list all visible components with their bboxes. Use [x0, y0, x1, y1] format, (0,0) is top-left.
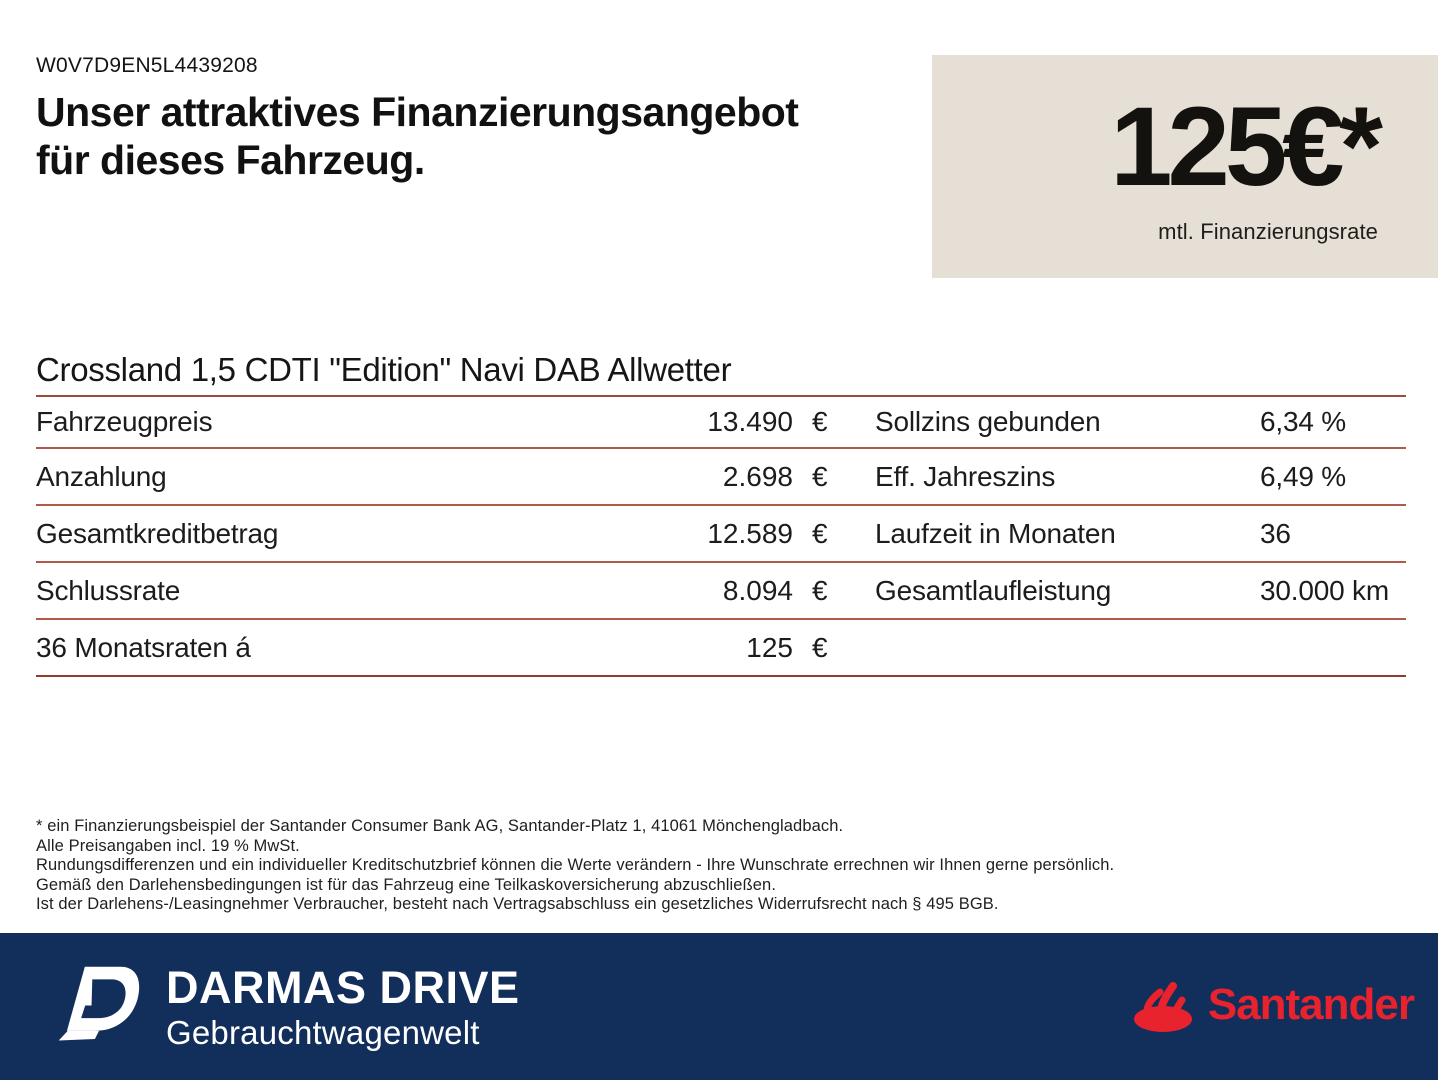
row-label-left: Schlussrate: [36, 574, 181, 606]
table-row: [36, 620, 1406, 677]
row-unit-left: €: [812, 574, 828, 606]
disclaimer-line: Gemäß den Darlehensbedingungen ist für das Fahrzeug eine Teilkaskoversicherung abzuschließen.: [36, 875, 777, 894]
page-title: [36, 88, 798, 184]
monthly-rate-value: 125€*: [1110, 84, 1378, 209]
monthly-rate-caption: mtl. Finanzierungsrate: [1158, 219, 1378, 244]
footer-bar: [0, 933, 1438, 1080]
dealer-subtitle: Gebrauchtwagenwelt: [166, 1013, 480, 1051]
dealer-brand: [58, 956, 520, 1057]
disclaimer-line: Alle Preisangaben incl. 19 % MwSt.: [36, 836, 300, 855]
row-unit-left: €: [812, 517, 828, 549]
headline-line-1: Unser attraktives Finanzierungsangebot: [36, 89, 799, 135]
disclaimer-line: * ein Finanzierungsbeispiel der Santander Consumer Bank AG, Santander-Platz 1, 41061 Mönchengladbach.: [36, 817, 844, 835]
santander-wordmark: Santander: [1207, 979, 1414, 1029]
row-unit-left: €: [812, 631, 828, 663]
disclaimer-line: Rundungsdifferenzen und ein individueller Kreditschutzbrief können die Werte verändern - Ihre Wunschrate errechnen wir Ihnen gerne persönlich.: [36, 856, 1115, 875]
row-value-left: 12.589: [707, 517, 793, 549]
row-label-right: Sollzins gebunden: [875, 406, 1101, 437]
vehicle-title: Crossland 1,5 CDTI "Edition" Navi DAB Allwetter: [36, 351, 732, 388]
monthly-rate-box: [932, 55, 1438, 278]
disclaimer-text: [36, 817, 1114, 915]
row-label-right: Laufzeit in Monaten: [875, 517, 1116, 549]
row-value-right: 6,34 %: [1260, 406, 1346, 437]
row-value-right: 36: [1260, 517, 1291, 549]
santander-flame-icon: [1130, 974, 1200, 1039]
row-label-left: Fahrzeugpreis: [36, 406, 213, 437]
santander-logo: [1130, 974, 1414, 1039]
table-row: [36, 449, 1406, 506]
row-value-left: 125: [746, 631, 793, 663]
row-unit-left: €: [812, 406, 828, 437]
row-value-left: 2.698: [722, 460, 793, 492]
row-value-left: 13.490: [707, 406, 793, 437]
dealer-name: DARMAS DRIVE: [166, 961, 520, 1013]
darmas-d-logo-icon: [58, 956, 140, 1057]
row-value-right: 30.000 km: [1260, 574, 1389, 606]
row-label-right: Eff. Jahreszins: [875, 460, 1056, 492]
row-label-right: Gesamtlaufleistung: [875, 574, 1112, 606]
financing-table: [36, 395, 1406, 677]
row-label-left: 36 Monatsraten á: [36, 631, 251, 663]
row-label-left: Anzahlung: [36, 460, 167, 492]
dealer-text-block: [166, 961, 520, 1051]
disclaimer-line: Ist der Darlehens-/Leasingnehmer Verbraucher, besteht nach Vertragsabschluss ein gesetzliches Widerrufsrecht nach § 495 BGB.: [36, 895, 999, 914]
row-value-left: 8.094: [722, 574, 793, 606]
row-label-left: Gesamtkreditbetrag: [36, 517, 279, 549]
vehicle-vin: W0V7D9EN5L4439208: [36, 54, 258, 77]
table-row: [36, 506, 1406, 563]
table-row: [36, 397, 1406, 449]
row-value-right: 6,49 %: [1260, 460, 1346, 492]
headline-line-2: für dieses Fahrzeug.: [36, 137, 425, 183]
table-row: [36, 563, 1406, 620]
row-unit-left: €: [812, 460, 828, 492]
